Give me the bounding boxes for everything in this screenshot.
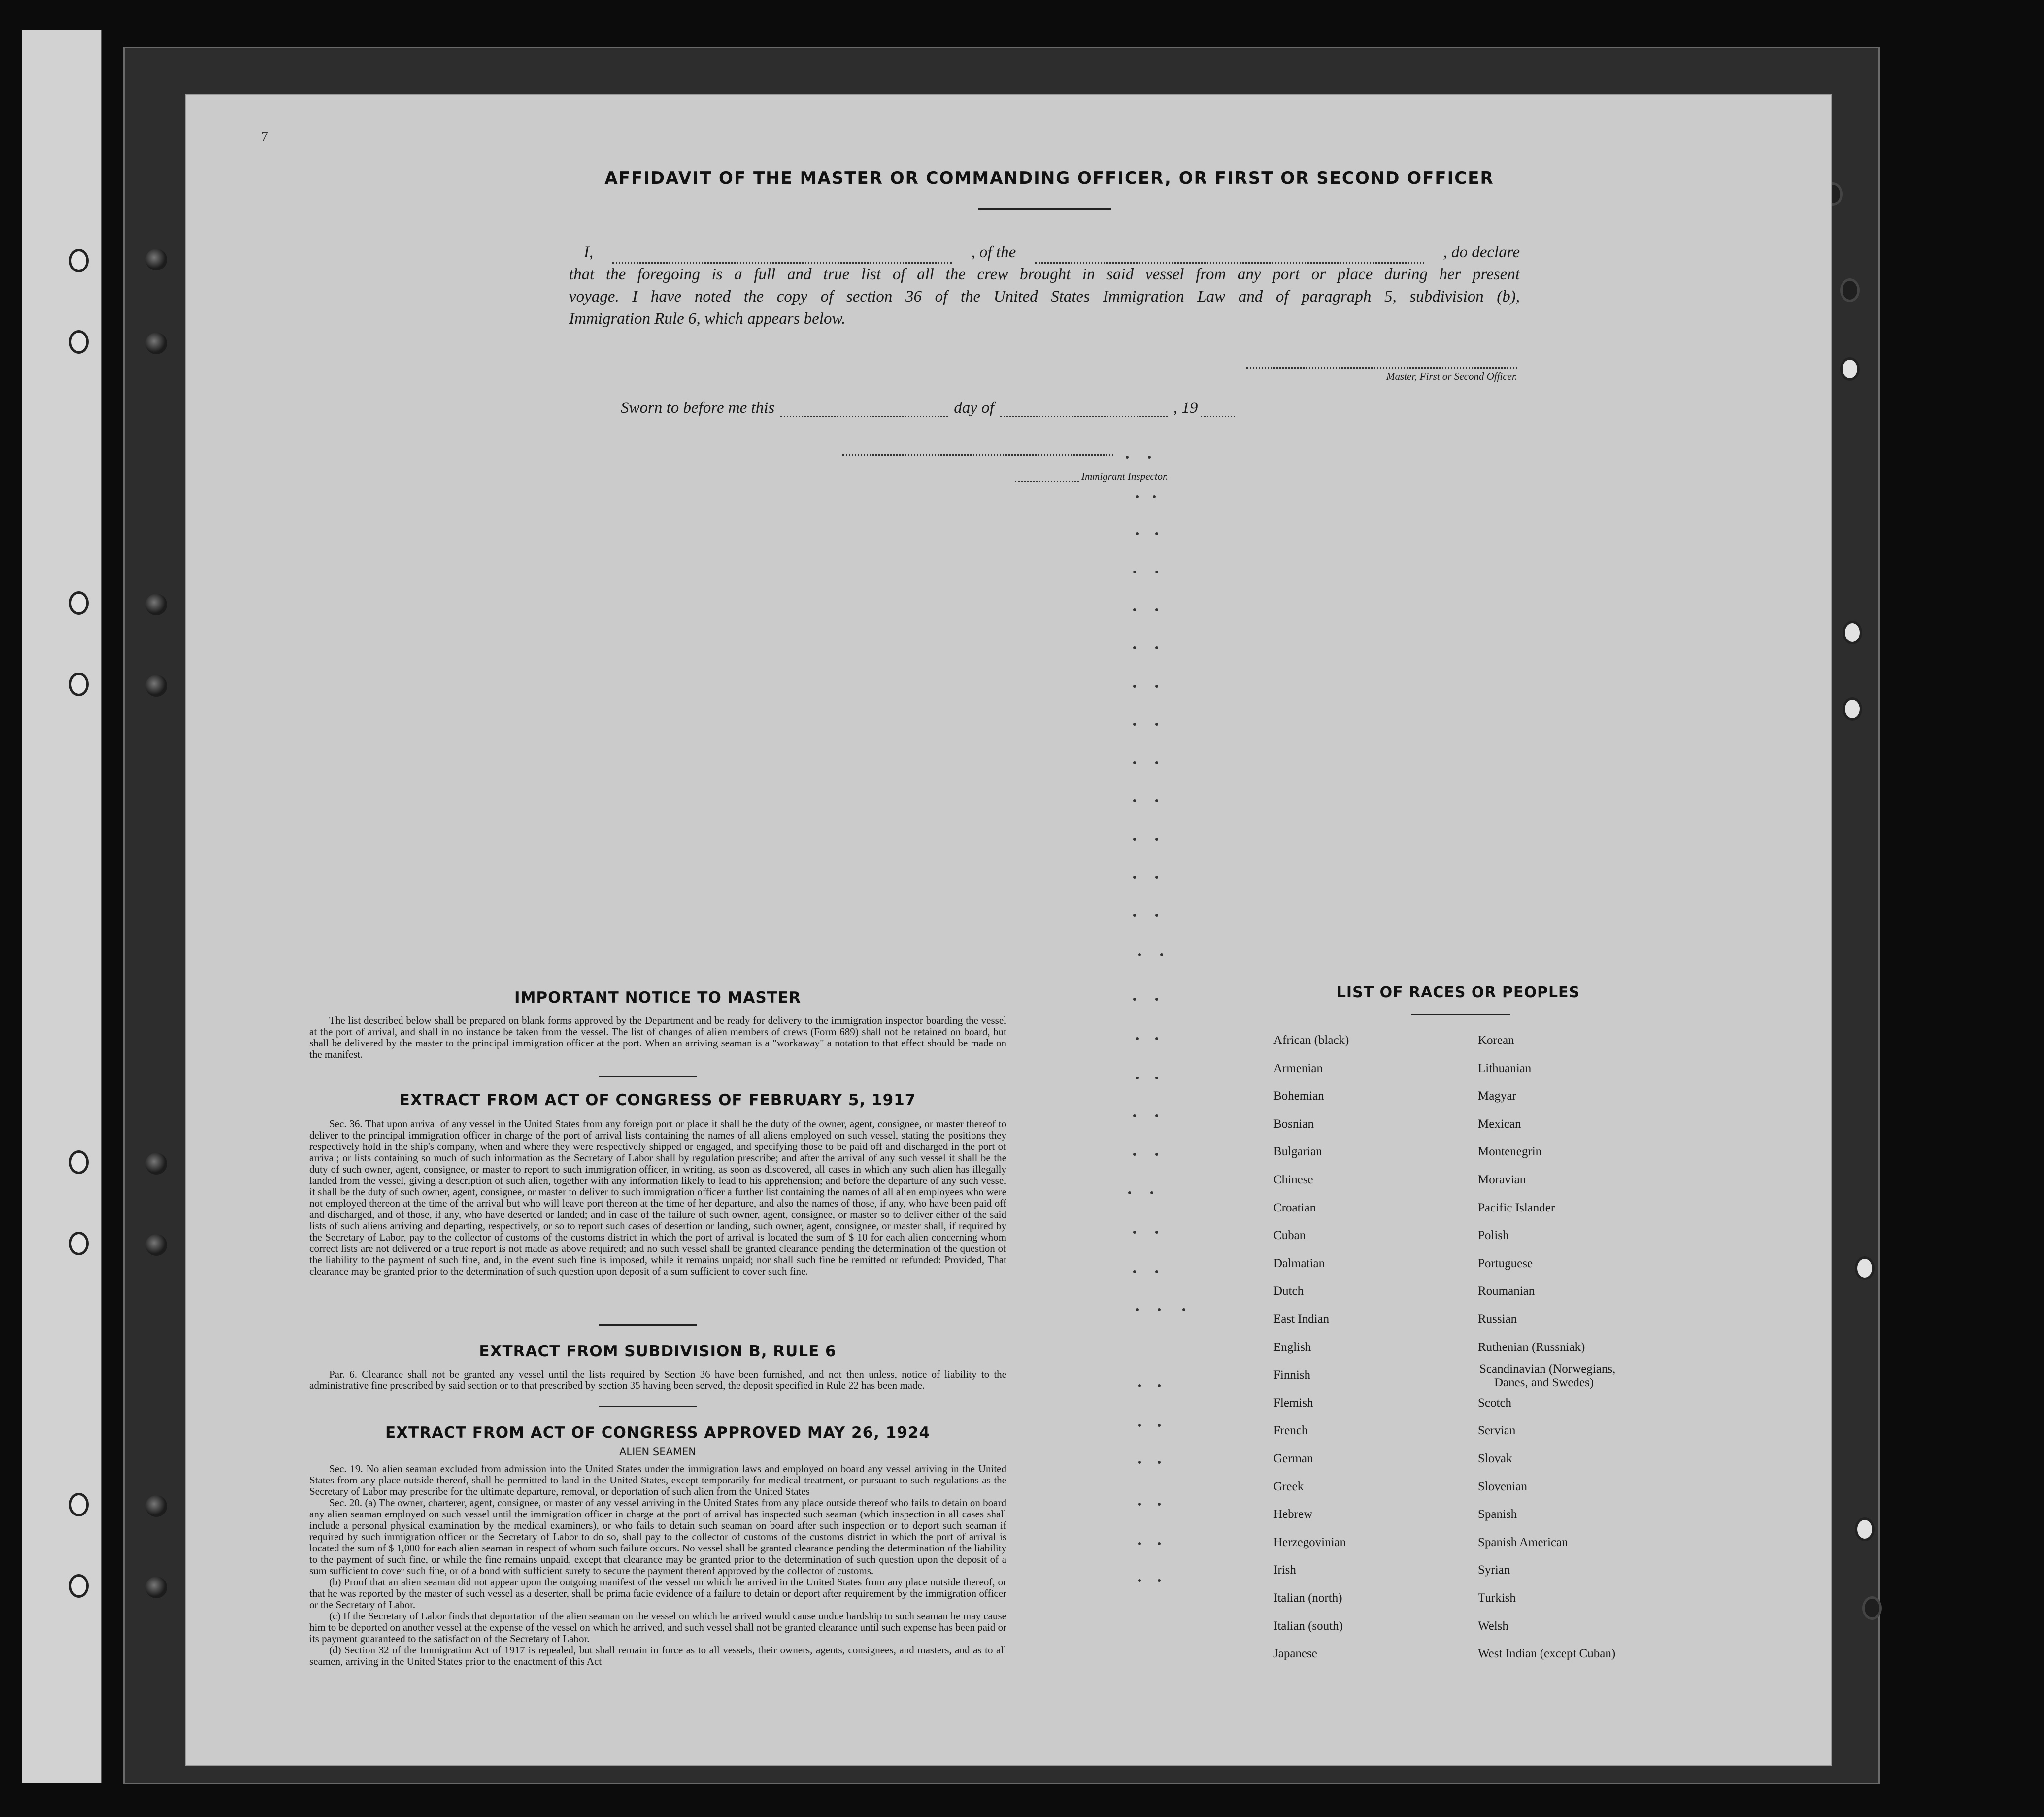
fold-dot: [1136, 1037, 1139, 1040]
fold-dot: [1133, 998, 1136, 1001]
fold-dot: [1155, 1231, 1158, 1234]
race-item: Bulgarian: [1273, 1145, 1322, 1159]
name-field[interactable]: [612, 250, 952, 264]
fold-dot: [1160, 953, 1163, 956]
races-divider: [1411, 1014, 1510, 1015]
fold-dot: [1150, 1191, 1153, 1194]
binder-rivet: [145, 1234, 167, 1256]
fold-dot: [1133, 761, 1136, 764]
extract-1924-sec20c: (c) If the Secretary of Labor finds that deportation of the alien seaman on the vessel on which he arrived would cause undue hardship to such seaman he may cause him to be deported on another vessel at the expense of the vessel on which he arrived, and such vessel shall not be granted clearance until such expense has been paid or its payment guaranteed to the satisfaction of the Secretary of Labor.: [309, 1610, 1006, 1645]
inspector-caption: Immigrant Inspector.: [1081, 471, 1169, 482]
race-item: Korean: [1478, 1034, 1514, 1047]
race-item: West Indian (except Cuban): [1478, 1647, 1616, 1661]
affidavit-line-3: voyage. I have noted the copy of section 36 of the United States Immigration Law and of paragraph 5, subdivision (b),: [569, 288, 1520, 305]
fold-dot: [1153, 495, 1156, 498]
race-item: Dutch: [1273, 1284, 1304, 1298]
fold-dot: [1155, 723, 1158, 726]
races-title: LIST OF RACES OR PEOPLES: [1336, 984, 1580, 1001]
race-item: Servian: [1478, 1424, 1516, 1438]
extract-1924-title: EXTRACT FROM ACT OF CONGRESS APPROVED MAY 26, 1924: [385, 1424, 931, 1442]
race-item: Italian (north): [1273, 1591, 1342, 1605]
sworn-day-field[interactable]: [780, 404, 948, 417]
fold-dot: [1138, 1384, 1141, 1387]
fold-dot: [1136, 532, 1139, 535]
fold-dot: [1158, 1461, 1161, 1464]
fold-dot: [1158, 1542, 1161, 1545]
binder-hole: [69, 1150, 89, 1174]
binder-rivet: [145, 675, 167, 697]
binder-rivet: [145, 1577, 167, 1598]
sworn-line: [621, 399, 1235, 417]
race-item: Greek: [1273, 1480, 1304, 1493]
race-item: Irish: [1273, 1563, 1296, 1577]
extract-1924-sec19: Sec. 19. No alien seaman excluded from admission into the United States under the immigration laws and employed on board any vessel arriving in the United States from any place outside thereof, shall be permitted to land in the United States, except temporarily for medical treatment, or pursuant to such regulations as the Secretary of Labor may prescribe for the ultimate departure, removal, or deportation of such alien from the United States: [309, 1463, 1006, 1497]
fold-dot: [1155, 1270, 1158, 1273]
punch-hole: [1843, 697, 1862, 721]
race-item: Scotch: [1478, 1396, 1512, 1410]
fold-dot: [1158, 1384, 1161, 1387]
race-item: Ruthenian (Russniak): [1478, 1340, 1585, 1354]
fold-dot: [1155, 685, 1158, 688]
binder-rivet: [145, 249, 167, 270]
fold-dot: [1155, 799, 1158, 802]
fold-dot: [1155, 1037, 1158, 1040]
race-item: African (black): [1273, 1034, 1349, 1047]
extract-1924-sec20d: (d) Section 32 of the Immigration Act of 1917 is repealed, but shall remain in force as to all vessels, their owners, agents, consignees, and masters, and as to all seamen, arriving in the United States prior to the enactment of this Act: [309, 1644, 1006, 1667]
punch-hole: [1843, 621, 1862, 644]
punch-hole: [1855, 1517, 1875, 1541]
binder-hole: [69, 673, 89, 696]
race-item: Spanish American: [1478, 1535, 1568, 1549]
notice-body: The list described below shall be prepared on blank forms approved by the Department and be ready for delivery to the immigration inspector boarding the vessel at the port of arrival, and shall in no instance be taken from the vessel. The list of changes of alien members of crews (Form 689) shall not be retained on board, but shall be delivered by the master to the principal immigration officer at the port. When an arriving seaman is a "workaway" a notation to that effect should be made on the manifest.: [309, 1014, 1006, 1060]
inspector-signature-field[interactable]: [842, 449, 1113, 456]
fold-dot: [1158, 1579, 1161, 1582]
sworn-prefix: Sworn to before me this: [621, 399, 775, 417]
affidavit-line-1: [569, 241, 1520, 264]
punch-hole: [1840, 357, 1860, 381]
race-item: Herzegovinian: [1273, 1535, 1346, 1549]
fold-dot: [1126, 456, 1129, 459]
race-item: German: [1273, 1452, 1313, 1465]
extract-1917-title: EXTRACT FROM ACT OF CONGRESS OF FEBRUARY 5, 1917: [399, 1091, 916, 1109]
binder-rivet: [145, 333, 167, 354]
race-item: Moravian: [1478, 1173, 1526, 1186]
extract-1924-sec20b: (b) Proof that an alien seaman did not appear upon the outgoing manifest of the vessel on which he arrived in the United States from any place outside thereof, or that he was reported by the master of such vessel as a deserter, shall be prima facie evidence of a failure to detain or deport after requirement by the immigration officer or the Secretary of Labor.: [309, 1576, 1006, 1611]
race-item: English: [1273, 1340, 1311, 1354]
vessel-field[interactable]: [1035, 250, 1424, 264]
affidavit-body: [569, 241, 1520, 330]
sworn-year-field[interactable]: [1201, 404, 1235, 417]
fold-dot: [1128, 1191, 1131, 1194]
sworn-month-field[interactable]: [1000, 404, 1168, 417]
race-item: Slovenian: [1478, 1480, 1527, 1493]
binder-hole: [69, 591, 89, 615]
affidavit-do-declare: , do declare: [1443, 243, 1520, 261]
race-item: Chinese: [1273, 1173, 1313, 1186]
race-item: Italian (south): [1273, 1619, 1343, 1633]
race-item: Welsh: [1478, 1619, 1508, 1633]
race-item: Danes, and Swedes): [1494, 1376, 1594, 1390]
binder-hole: [69, 1493, 89, 1516]
fold-dot: [1158, 1503, 1161, 1506]
extract-rule6-body: Par. 6. Clearance shall not be granted any vessel until the lists required by Section 36 have been furnished, and not then unless, notice of liability to the administrative fine prescribed by said section or to that prescribed by section 35 having been served, the deposit specified in Rule 22 has been made.: [309, 1368, 1006, 1391]
fold-dot: [1133, 1153, 1136, 1156]
inspector-name-field[interactable]: [1015, 476, 1079, 482]
fold-dot: [1133, 838, 1136, 841]
extract-rule6-title: EXTRACT FROM SUBDIVISION B, RULE 6: [479, 1343, 837, 1360]
race-item: Dalmatian: [1273, 1256, 1325, 1270]
binder-hole: [69, 1574, 89, 1598]
binder-rivet: [145, 1495, 167, 1517]
fold-dot: [1138, 1542, 1141, 1545]
fold-dot: [1155, 608, 1158, 611]
fold-dot: [1133, 876, 1136, 879]
master-signature-field[interactable]: [1246, 362, 1517, 369]
race-item: Magyar: [1478, 1089, 1516, 1103]
race-item: Portuguese: [1478, 1256, 1533, 1270]
fold-dot: [1138, 1503, 1141, 1506]
race-item: Croatian: [1273, 1201, 1316, 1214]
title-underline: [978, 208, 1111, 210]
race-item: Russian: [1478, 1312, 1517, 1326]
fold-dot: [1133, 646, 1136, 649]
notice-title: IMPORTANT NOTICE TO MASTER: [514, 989, 801, 1007]
race-item: Polish: [1478, 1229, 1509, 1243]
fold-dot: [1155, 838, 1158, 841]
race-item: Turkish: [1478, 1591, 1516, 1605]
fold-dot: [1133, 1114, 1136, 1117]
race-item: East Indian: [1273, 1312, 1330, 1326]
fold-dot: [1138, 1424, 1141, 1427]
fold-dot: [1133, 1270, 1136, 1273]
binder-strip: [22, 30, 102, 1783]
master-signature-caption: Master, First or Second Officer.: [1386, 370, 1517, 382]
affidavit-i: I,: [584, 243, 594, 261]
fold-dot: [1136, 495, 1139, 498]
extract-rule6-divider: [599, 1406, 697, 1407]
race-item: Mexican: [1478, 1117, 1521, 1131]
fold-dot: [1155, 1153, 1158, 1156]
race-item: Japanese: [1273, 1647, 1317, 1661]
race-item: French: [1273, 1424, 1308, 1438]
fold-dot: [1158, 1424, 1161, 1427]
race-item: Flemish: [1273, 1396, 1313, 1410]
affidavit-line-2: that the foregoing is a full and true list of all the crew brought in said vessel from any port or place during her present: [569, 266, 1520, 283]
fold-dot: [1155, 998, 1158, 1001]
race-item: Lithuanian: [1478, 1061, 1532, 1075]
race-item: Bosnian: [1273, 1117, 1314, 1131]
fold-dot: [1133, 1231, 1136, 1234]
fold-dot: [1138, 1461, 1141, 1464]
fold-dot: [1138, 953, 1141, 956]
corner-mark: 7: [261, 129, 268, 144]
race-item: Spanish: [1478, 1508, 1517, 1521]
fold-dot: [1155, 646, 1158, 649]
fold-dot: [1133, 685, 1136, 688]
race-item: Bohemian: [1273, 1089, 1324, 1103]
fold-dot: [1133, 571, 1136, 573]
extract-1924-subtitle: ALIEN SEAMEN: [619, 1446, 696, 1458]
affidavit-line-4: Immigration Rule 6, which appears below.: [569, 310, 846, 328]
binder-hole: [69, 1232, 89, 1255]
fold-dot: [1133, 799, 1136, 802]
extract-1917-body: Sec. 36. That upon arrival of any vessel in the United States from any foreign port or place it shall be the duty of the owner, agent, consignee, or master thereof to deliver to the principal immigration officer in charge of the port of arrival lists containing the names of all aliens employed on such vessel, stating the positions they respectively hold in the ship's company, when and where they were respectively shipped or engaged, and specifying those to be paid off and discharged in the port of arrival; or lists containing so much of such information as the Secretary of Labor shall by regulation prescribe; and after the arrival of any such vessel it shall be the duty of such owner, agent, consignee, or master to report to such immigration officer, in writing, as soon as discovered, all cases in which any such alien has illegally landed from the vessel, giving a description of such alien, together with any information likely to lead to his apprehension; and before the departure of any such vessel it shall be the duty of such owner, agent, consignee, or master to deliver to such immigration officer a further list containing the names of all alien employees who were not employed thereon at the time of the arrival but who will leave port thereon at the time of her departure, and also the names of those, if any, who have been paid off and discharged, and of those, if any, who have deserted or landed; and in case of the failure of such owner, agent, consignee, or master so to deliver either of the said lists of such aliens arriving and departing, respectively, or so to report such cases of desertion or landing, such owner, agent, consignee, or master shall, if required by the Secretary of Labor, pay to the collector of customs of the customs district in which the port of arrival is located the sum of $ 10 for each alien concerning whom correct lists are not delivered or a true report is not made as above required; and no such vessel shall be granted clearance pending the determination of the question of the liability to the payment of such fine, and, in the event such fine is imposed, while it remains unpaid; nor shall such fine be remitted or refunded: Provided, That clearance may be granted prior to the determination of such question upon deposit of a sum sufficient to cover such fine.: [309, 1118, 1006, 1277]
fold-dot: [1155, 876, 1158, 879]
binder-hole: [69, 249, 89, 272]
fold-dot: [1155, 571, 1158, 573]
fold-dot: [1136, 1077, 1139, 1079]
race-item: Armenian: [1273, 1061, 1323, 1075]
extract-1924-body: [309, 1463, 1006, 1667]
fold-dot: [1155, 532, 1158, 535]
fold-dot: [1155, 761, 1158, 764]
fold-dot: [1155, 1114, 1158, 1117]
punch-hole: [1855, 1256, 1875, 1280]
race-item: Cuban: [1273, 1229, 1306, 1243]
race-item: Hebrew: [1273, 1508, 1313, 1521]
race-item: Roumanian: [1478, 1284, 1535, 1298]
punch-hole: [1840, 278, 1860, 302]
extract-1917-divider: [599, 1324, 697, 1326]
race-item: Slovak: [1478, 1452, 1512, 1465]
punch-hole: [1862, 1596, 1882, 1620]
sworn-day-of: day of: [954, 399, 994, 417]
affidavit-of-the: , of the: [971, 243, 1016, 261]
extract-1924-sec20a: Sec. 20. (a) The owner, charterer, agent, consignee, or master of any vessel arriving in the United States from any place outside thereof who fails to detain on board any alien seaman employed on such vessel until the immigration officer in charge at the port of arrival has inspected such seaman (which inspection in all cases shall include a personal physical examination by the medical examiners), or who fails to detain such seaman on board after such inspection or to deport such seaman if required by such immigration officer or the Secretary of Labor to do so, shall pay to the collector of customs of the customs district in which the port of arrival is located the sum of $ 1,000 for each alien seaman in respect of whom such failure occurs. No vessel shall be granted clearance pending the determination of the liability to the payment of such fine, or while the fine remains unpaid, except that clearance may be granted prior to the determination of such question upon the deposit of a sum sufficient to cover such fine, or of a bond with sufficient surety to secure the payment thereof approved by the collector of customs.: [309, 1497, 1006, 1577]
notice-divider: [599, 1076, 697, 1077]
race-item: Finnish: [1273, 1368, 1311, 1382]
fold-dot: [1138, 1579, 1141, 1582]
fold-dot: [1158, 1308, 1161, 1311]
fold-dot: [1148, 456, 1151, 459]
fold-dot: [1133, 914, 1136, 917]
race-item: Syrian: [1478, 1563, 1510, 1577]
fold-dot: [1133, 723, 1136, 726]
fold-dot: [1155, 1077, 1158, 1079]
affidavit-title: AFFIDAVIT OF THE MASTER OR COMMANDING OFFICER, OR FIRST OR SECOND OFFICER: [604, 168, 1494, 188]
binder-hole: [69, 330, 89, 354]
fold-dot: [1155, 914, 1158, 917]
race-item: Scandinavian (Norwegians,: [1479, 1362, 1616, 1376]
sworn-year: , 19: [1173, 399, 1198, 417]
race-item: Pacific Islander: [1478, 1201, 1555, 1214]
fold-dot: [1136, 1308, 1139, 1311]
race-item: Montenegrin: [1478, 1145, 1542, 1159]
fold-dot: [1182, 1308, 1185, 1311]
fold-dot: [1133, 608, 1136, 611]
binder-rivet: [145, 1153, 167, 1175]
binder-rivet: [145, 594, 167, 615]
